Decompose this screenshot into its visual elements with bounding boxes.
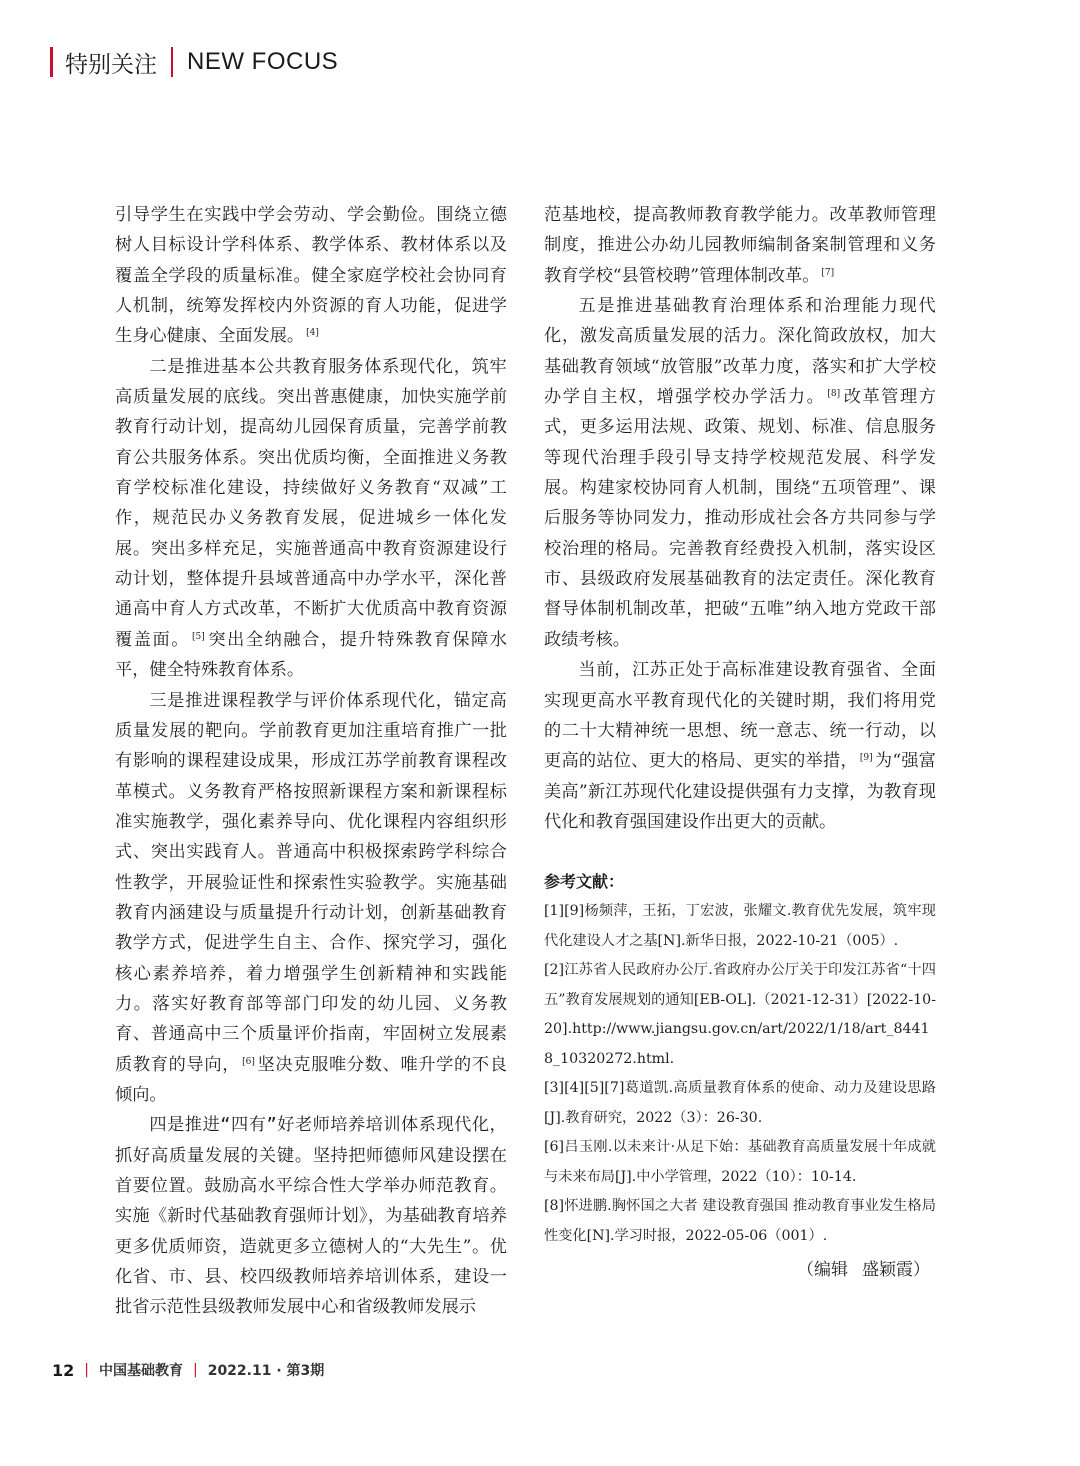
right-column — [544, 200, 936, 1285]
left-column — [115, 200, 507, 1323]
paragraph-text: 引导学生在实践中学会劳动、学会勤俭。围绕立德树人目标设计学科体系、教学体系、教材体系以及覆盖全学段的质量标准。健全家庭学校社会协同育人机制，统筹发挥校内外资源的育人功能，促进学生身心健康、全面发展。 — [115, 205, 507, 347]
paragraph — [544, 200, 936, 291]
paragraph — [544, 655, 936, 837]
issue-info: 2022.11 · 第3期 — [207, 1363, 325, 1379]
section-title-en: NEW FOCUS — [187, 48, 339, 75]
paragraph-tail: 坚决克服唯分数、唯升学的不良倾向。 — [115, 1054, 507, 1105]
paragraph — [544, 291, 936, 655]
paragraph-text: 坚持把师德师风建设摆在首要位置。鼓励高水平综合性大学举办师范教育。实施《新时代基础教育强师计划》，为基础教育培养更多优质师资，造就更多立德树人的“大先生”。优化省、市、县、校四级教师培养培训体系，建设一批省示范性县级教师发展中心和省级教师发展示 — [115, 1145, 507, 1318]
references — [544, 867, 936, 1251]
section-title-cn: 特别关注 — [65, 51, 157, 78]
paragraph-tail: 改革管理方式，更多运用法规、政策、规划、标准、信息服务等现代治理手段引导支持学校规范发展、科学发展。构建家校协同育人机制，围绕“五项管理”、课后服务等协同发力，推动形成社会各方共同参与学校治理的格局。完善教育经费投入机制，落实设区市、县级政府发展基础教育的法定责任。深化教育督导体制机制改革，把破“五唯”纳入地方党政干部政绩考核。 — [544, 387, 936, 650]
reference-item: [3][4][5][7]葛道凯.高质量教育体系的使命、动力及建设思路[J].教育研究，2022（3）：26-30. — [544, 1080, 936, 1126]
citation-marker: [5] — [192, 631, 205, 642]
header-accent-bar — [50, 47, 53, 77]
paragraph-text: 范基地校，提高教师教育教学能力。改革教师管理制度，推进公办幼儿园教师编制备案制管理和义务教育学校“县管校聘”管理体制改革。 — [544, 205, 936, 286]
paragraph-tail: 为“强富美高”新江苏现代化建设提供强有力支撑，为教育现代化和教育强国建设作出更大的贡献。 — [544, 751, 936, 832]
editor-credit — [544, 1255, 936, 1285]
page-header — [50, 44, 338, 80]
paragraph — [115, 352, 507, 686]
editor-name: 盛颖霞） — [862, 1260, 930, 1281]
footer-separator: | — [192, 1362, 198, 1378]
paragraph-lead: 三是推进课程教学与评价体系现代化，锚定高质量发展的靶向。 — [115, 690, 507, 741]
citation-marker: [9] — [859, 753, 873, 764]
reference-item: [6]吕玉刚.以未来计·从足下始：基础教育高质量发展十年成就与未来布局[J].中小学管理，2022（10）：10-14. — [544, 1139, 936, 1185]
citation-marker: [8] — [827, 389, 841, 400]
paragraph-text: 深化简政放权，加大基础教育领域“放管服”改革力度，落实和扩大学校办学自主权，增强学校办学活力。 — [544, 326, 936, 408]
paragraph-text: 学前教育更加注重培育推广一批有影响的课程建设成果，形成江苏学前教育课程改革模式。义务教育严格按照新课程方案和新课程标准实施教学，强化素养导向、优化课程内容组织形式、突出实践育人。普通高中积极探索跨学科综合性教学，开展验证性和探索性实验教学。实施基础教育内涵建设与质量提升行动计划，创新基础教育教学方式，促进学生自主、合作、探究学习，强化核心素养培养，着力增强学生创新精神和实践能力。落实好教育部等部门印发的幼儿园、义务教育、普通高中三个质量评价指南，牢固树立发展素质教育的导向， — [115, 720, 507, 1075]
references-title: 参考文献： — [544, 872, 625, 892]
paragraph-tail: 突出全纳融合，提升特殊教育保障水平，健全特殊教育体系。 — [115, 629, 507, 681]
magazine-name: 中国基础教育 — [98, 1363, 183, 1379]
citation-marker: [6] — [242, 1056, 255, 1067]
page-footer — [52, 1360, 324, 1380]
right-column-body — [544, 200, 936, 837]
reference-item: [8]怀进鹏.胸怀国之大者 建设教育强国 推动教育事业发生格局性变化[N].学习时报，2022-05-06（001）. — [544, 1198, 936, 1244]
editor-label: （编辑 — [797, 1260, 848, 1281]
footer-separator: | — [84, 1362, 89, 1378]
paragraph — [115, 686, 507, 1111]
paragraph — [115, 200, 507, 352]
reference-item: [2]江苏省人民政府办公厅.省政府办公厅关于印发江苏省“十四五”教育发展规划的通知[EB-OL].（2021-12-31）[2022-10-20].http://www.jiangsu.gov.cn/art/2022/1/18/art_84418_10320272.html. — [544, 962, 936, 1067]
paragraph-lead: 二是推进基本公共教育服务体系现代化，筑牢高质量发展的底线。 — [115, 356, 507, 408]
paragraph — [115, 1110, 507, 1322]
reference-item: [1][9]杨频萍，王拓，丁宏波，张耀文.教育优先发展，筑牢现代化建设人才之基[N].新华日报，2022-10-21（005）. — [544, 903, 936, 949]
paragraph-lead: 四是推进“四有”好老师培养培训体系现代化，抓好高质量发展的关键。 — [115, 1115, 507, 1166]
reference-list — [544, 897, 936, 1251]
paragraph-text: 当前，江苏正处于高标准建设教育强省、全面实现更高水平教育现代化的关键时期，我们将用党的二十大精神统一思想、统一意志、统一行动，以更高的站位、更大的格局、更实的举措， — [544, 660, 936, 772]
paragraph-lead: 五是推进基础教育治理体系和治理能力现代化，激发高质量发展的活力。 — [544, 296, 936, 347]
citation-marker: [4] — [306, 328, 319, 339]
page-number: 12 — [52, 1360, 75, 1380]
citation-marker: [7] — [821, 267, 835, 278]
paragraph-text: 突出普惠健康，加快实施学前教育行动计划，提高幼儿园保育质量，完善学前教育公共服务体系。突出优质均衡，全面推进义务教育学校标准化建设，持续做好义务教育“双减”工作，规范民办义务教育发展，促进城乡一体化发展。突出多样充足，实施普通高中教育资源建设行动计划，整体提升县域普通高中办学水平，深化普通高中育人方式改革，不断扩大优质高中教育资源覆盖面。 — [115, 387, 507, 650]
header-separator — [171, 47, 173, 77]
